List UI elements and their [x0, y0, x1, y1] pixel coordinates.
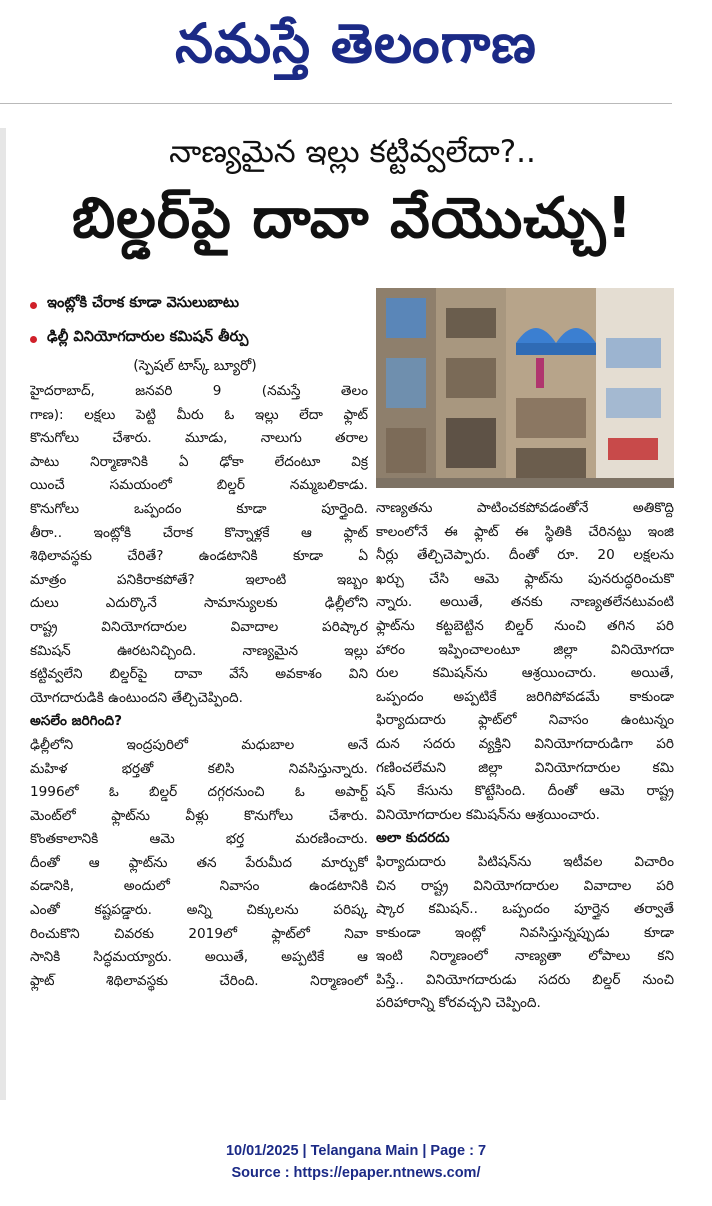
- bullet-dot-icon: [30, 302, 37, 309]
- body-line: కాకుండా ఇంట్లో నివసిస్తున్నప్పుడు కూడా: [376, 924, 674, 941]
- body-line: దులు ఎదుర్కొనే సామాన్యులకు ఢిల్లీలోని: [30, 595, 368, 612]
- bullet-text: ఇంట్లోకి చేరాక కూడా వెసులుబాటు: [47, 295, 240, 311]
- body-line: మహిళ భర్తతో కలిసి నివసిస్తున్నారు.: [30, 760, 368, 777]
- body-line: కాలంలోనే ఈ ఫ్లాట్ ఈ స్థితికి చేరినట్టు ఇంజి: [376, 523, 674, 540]
- article-kicker: నాణ్యమైన ఇల్లు కట్టివ్వలేదా?..: [169, 134, 536, 170]
- body-line: యోగదారుడికి ఉంటుందని తేల్చిచెప్పింది.: [30, 689, 243, 706]
- body-line: ఖర్చు చేసి ఆమె ఫ్లాట్‌ను పునరుద్ధరించుకొ: [376, 570, 674, 587]
- body-line: మాత్రం పనికిరాకపోతే? ఇలాంటి ఇబ్బం: [30, 571, 368, 588]
- article-clipping: [30, 128, 675, 1118]
- body-line: ఫిర్యాదుదారు ఫ్లాట్‌లో నివాసం ఉంటున్నం: [376, 712, 674, 729]
- body-line: హైదరాబాద్, జనవరి 9 (నమస్తే తెలం: [30, 383, 368, 399]
- highlight-bullet: [30, 288, 360, 322]
- body-line: ఫ్లాట్ శిథిలావస్థకు చేరింది. నిర్మాణంలో: [30, 972, 368, 989]
- footer-date-page: 10/01/2025 | Telangana Main | Page : 7: [225, 1143, 487, 1159]
- article-headline: బిల్డర్‌పై దావా వేయొచ్చు!: [71, 186, 634, 251]
- body-line: హారం ఇప్పించాలంటూ జిల్లా వినియోగదా: [376, 641, 674, 658]
- body-line: కొనుగోలు ఒప్పందం కూడా పూర్తైంది.: [30, 500, 368, 517]
- body-line: మెంట్‌లో ఫ్లాట్‌ను వీళ్లు కొనుగోలు చేశారు.: [30, 807, 368, 824]
- article-column-left: [30, 380, 368, 993]
- masthead-divider: [0, 103, 672, 104]
- body-line: నాణ్యతను పాటించకపోవడంతోనే అతికొద్ది: [376, 500, 674, 516]
- body-line: ష్కార కమిషన్.. ఒప్పందం పూర్తైన తర్వాతే: [376, 901, 674, 918]
- building-photo-image: [376, 288, 674, 488]
- body-line: గాణ): లక్షలు పెట్టి మీరు ఓ ఇల్లు లేదా ఫ్లాట్: [30, 406, 368, 423]
- body-line: కట్టివ్వలేని బిల్డర్‌పై దావా వేసే అవకాశం విని: [30, 666, 368, 683]
- body-line: ఢిల్లీలోని ఇంద్రపురిలో మధుబాల అనే: [30, 736, 368, 753]
- footer-source: Source : https://epaper.ntnews.com/: [231, 1165, 481, 1181]
- body-line: కొనుగోలు చేశారు. మూడు, నాలుగు తరాల: [30, 430, 368, 447]
- body-line: చిన రాష్ట్ర వినియోగదారుల వివాదాల పరి: [376, 877, 674, 894]
- body-line: పరిహారాన్ని కోరవచ్చని చెప్పింది.: [376, 995, 541, 1012]
- page-footer: [0, 1140, 712, 1184]
- body-line: వినియోగదారుల కమిషన్‌ను ఆశ్రయించారు.: [376, 806, 600, 823]
- page-edge-bar: [0, 128, 6, 1100]
- body-line: పాటు నిర్మాణానికి ఏ ఢోకా లేదంటూ విక్ర: [30, 453, 368, 470]
- body-line: వడానికి, అందులో నివాసం ఉండటానికి: [30, 878, 368, 895]
- highlight-bullet: [30, 322, 360, 356]
- body-line: 1996లో ఓ బిల్డర్ దగ్గరనుంచి ఓ అపార్ట్: [30, 784, 368, 801]
- section-subhead: అలా కుదరదు: [376, 830, 450, 847]
- body-line: యించే సమయంలో బిల్డర్ నమ్మబలికాడు.: [30, 477, 368, 494]
- bullet-text: ఢిల్లీ వినియోగదారుల కమిషన్ తీర్పు: [47, 329, 249, 345]
- body-line: రించుకొని చివరకు 2019లో ఫ్లాట్‌లో నివా: [30, 925, 368, 942]
- body-line: పిస్తే.. వినియోగదారుడు సదరు బిల్డర్ నుంచి: [376, 971, 674, 988]
- body-line: రాష్ట్ర వినియోగదారుల వివాదాల పరిష్కార: [30, 618, 368, 635]
- body-line: సానికి సిద్ధమయ్యారు. అయితే, అప్పటికే ఆ: [30, 949, 368, 966]
- body-line: ఫ్లాట్‌ను కట్టబెట్టిన బిల్డర్ నుంచి తగిన పరి: [376, 617, 674, 634]
- body-line: ఎంతో కష్టపడ్డారు. అన్ని చిక్కులను పరిష్క: [30, 902, 368, 919]
- article-column-right: [376, 497, 674, 1016]
- body-line: తీరా.. ఇంట్లోకి చేరాక కొన్నాళ్లకే ఆ ఫ్లాట్: [30, 524, 368, 541]
- body-line: శిథిలావస్థకు చేరితే? ఉండటానికి కూడా ఏ: [30, 548, 368, 565]
- body-line: న్నారు. అయితే, తనకు నాణ్యతలేనటువంటి: [376, 594, 674, 611]
- body-line: రుల కమిషన్‌ను ఆశ్రయించారు. అయితే,: [376, 665, 674, 682]
- masthead-logo: నమస్తే తెలంగాణ: [175, 11, 537, 75]
- body-line: నీర్లు తేల్చిచెప్పారు. దీంతో రూ. 20 లక్షలను: [376, 547, 674, 564]
- body-line: దున సదరు వ్యక్తిని వినియోగదారుడిగా పరి: [376, 735, 674, 752]
- highlight-bullets: [30, 288, 360, 356]
- body-line: గణించలేమని జిల్లా వినియోగదారుల కమి: [376, 759, 674, 776]
- body-line: ఒప్పందం అప్పటికే జరిగిపోవడమే కాకుండా: [376, 688, 674, 705]
- body-line: కొంతకాలానికి ఆమె భర్త మరణించారు.: [30, 831, 368, 848]
- body-line: దీంతో ఆ ఫ్లాట్‌ను తన పేరుమీద మార్చుకో: [30, 854, 368, 871]
- article-byline: (స్పెషల్ టాస్క్ బ్యూరో): [133, 358, 257, 374]
- masthead: [0, 0, 712, 100]
- body-line: కమిషన్ ఊరటనిచ్చింది. నాణ్యమైన ఇల్లు: [30, 642, 368, 659]
- section-subhead: అసలేం జరిగింది?: [30, 713, 122, 730]
- body-line: షన్ కేసును కొట్టేసింది. దీంతో ఆమె రాష్ట్ర: [376, 783, 674, 800]
- body-line: ఫిర్యాదుదారు పిటిషన్‌ను ఇటీవల విచారిం: [376, 853, 674, 870]
- building-photo: [376, 288, 674, 488]
- bullet-dot-icon: [30, 336, 37, 343]
- body-line: ఇంటి నిర్మాణంలో నాణ్యతా లోపాలు కని: [376, 948, 674, 965]
